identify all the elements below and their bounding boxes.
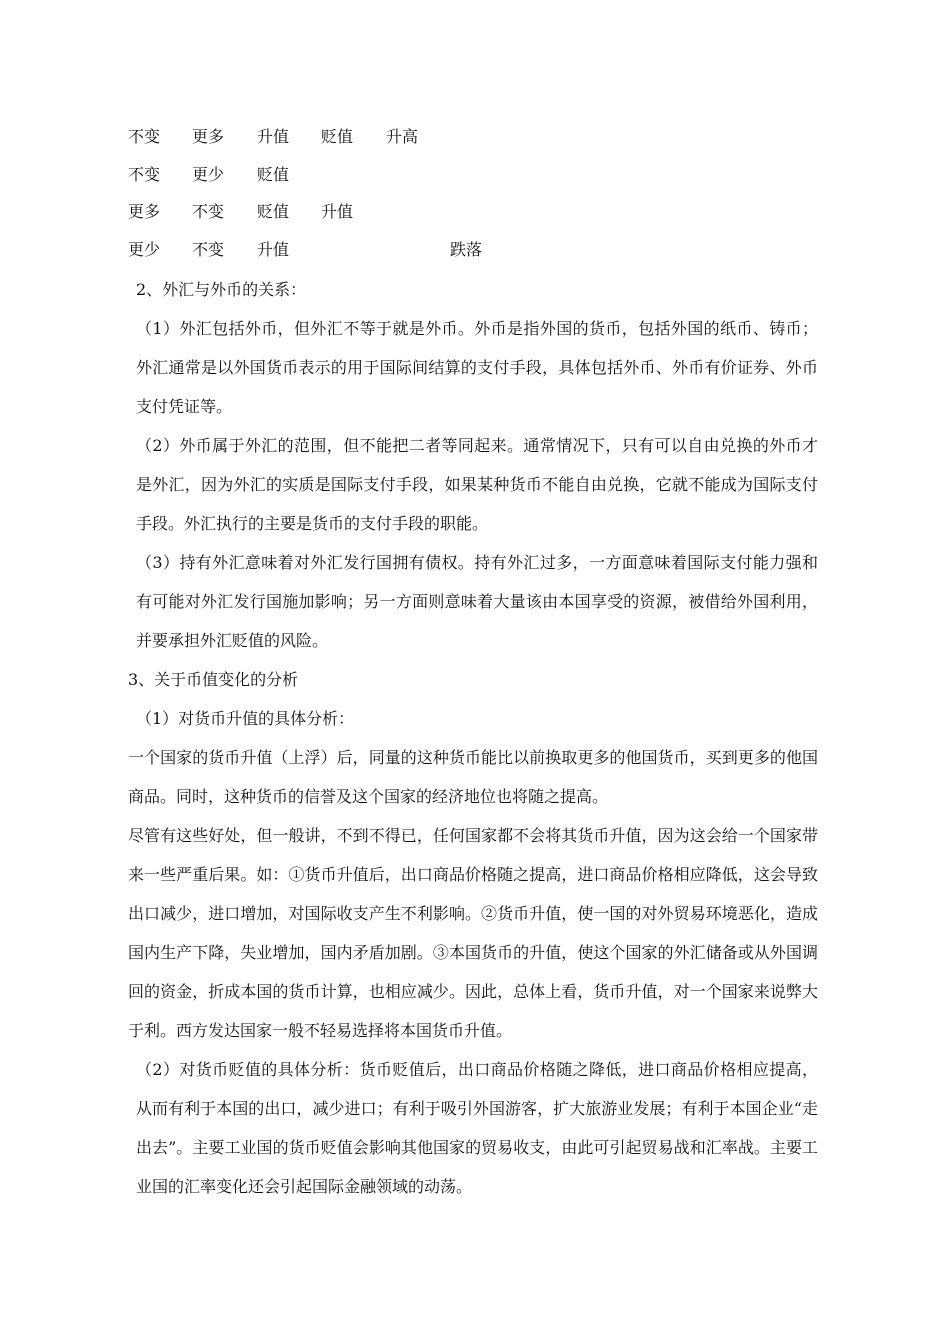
table-cell: 贬值	[257, 165, 290, 184]
table-cell: 不变	[192, 202, 225, 221]
table-cell: 跌落	[450, 240, 483, 259]
table-cell: 不变	[128, 127, 161, 146]
paragraph: 一个国家的货币升值（上浮）后，同量的这种货币能比以前换取更多的他国货币，买到更多的他国商品。同时，这种货币的信誉及这个国家的经济地位也将随之提高。	[128, 748, 818, 806]
paragraph: 尽管有这些好处，但一般讲，不到不得已，任何国家都不会将其货币升值，因为这会给一个国家带来一些严重后果。如：①货币升值后，出口商品价格随之提高，进口商品价格相应降低，这会导致出口减少，进口增加，对国际收支产生不利影响。②货币升值，使一国的对外贸易环境恶化，造成国内生产下降，失业增加，国内矛盾加剧。③本国货币的升值，使这个国家的外汇储备或从外国调回的资金，折成本国的货币计算，也相应减少。因此，总体上看，货币升值，对一个国家来说弊大于利。西方发达国家一般不轻易选择将本国货币升值。	[128, 826, 818, 1040]
table-cell: 不变	[128, 165, 161, 184]
paragraph: （2）外币属于外汇的范围，但不能把二者等同起来。通常情况下，只有可以自由兑换的外币才是外汇，因为外汇的实质是国际支付手段，如果某种货币不能自由兑换，它就不能成为国际支付手段。外汇执行的主要是货币的支付手段的职能。	[136, 436, 818, 533]
paragraph: （2）对货币贬值的具体分析：货币贬值后，出口商品价格随之降低，进口商品价格相应提高，从而有利于本国的出口，减少进口；有利于吸引外国游客，扩大旅游业发展；有利于本国企业“走出去”。主要工业国的货币贬值会影响其他国家的贸易收支，由此可引起贸易战和汇率战。主要工业国的汇率变化还会引起国际金融领域的动荡。	[136, 1060, 818, 1196]
paragraph: （3）持有外汇意味着对外汇发行国拥有债权。持有外汇过多，一方面意味着国际支付能力强和有可能对外汇发行国施加影响；另一方面则意味着大量该由本国享受的资源，被借给外国利用，并要承担外汇贬值的风险。	[136, 553, 818, 650]
table-cell: 不变	[192, 240, 225, 259]
section-heading: 3、关于币值变化的分析	[128, 670, 299, 689]
sub-heading: （1）对货币升值的具体分析：	[136, 709, 355, 728]
table-cell: 升高	[386, 127, 419, 146]
table-cell: 更少	[192, 165, 225, 184]
table-cell: 升值	[257, 240, 290, 259]
table-cell: 贬值	[257, 202, 290, 221]
table-cell: 更多	[128, 202, 161, 221]
table-cell: 更少	[128, 240, 161, 259]
table-cell: 升值	[321, 202, 354, 221]
table-cell: 更多	[192, 127, 225, 146]
table-cell: 贬值	[321, 127, 354, 146]
section-heading: 2、外汇与外币的关系：	[136, 280, 307, 299]
table-cell: 升值	[257, 127, 290, 146]
document-body	[128, 270, 818, 1206]
paragraph: （1）外汇包括外币，但外汇不等于就是外币。外币是指外国的货币，包括外国的纸币、铸币；外汇通常是以外国货币表示的用于国际间结算的支付手段，具体包括外币、外币有价证券、外币支付凭证等。	[136, 319, 818, 416]
